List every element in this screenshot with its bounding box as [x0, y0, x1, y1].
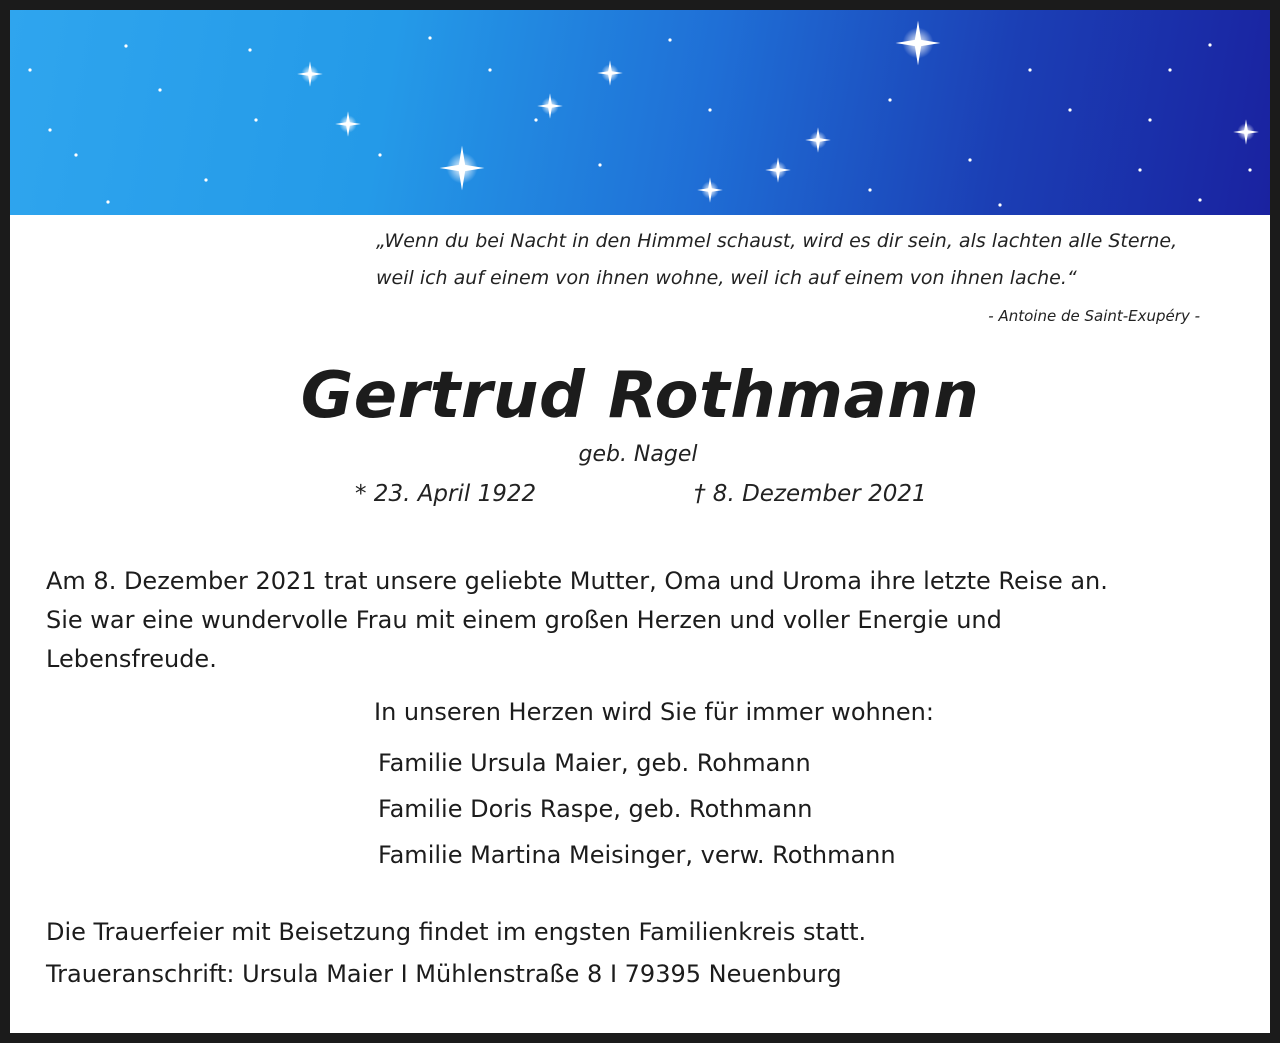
stars-decoration: [10, 10, 1270, 215]
starry-sky-banner: [10, 10, 1270, 215]
maiden-name: geb. Nagel: [578, 442, 698, 467]
birth-date: * 23. April 1922: [355, 481, 537, 507]
mourners-intro: In unseren Herzen wird Sie für immer wohnen:: [374, 698, 934, 726]
deceased-name: Gertrud Rothmann: [300, 359, 980, 433]
memorial-quote: [376, 223, 1256, 297]
mourner-family: Familie Ursula Maier, geb. Rohmann: [378, 749, 811, 777]
message-line-1: Am 8. Dezember 2021 trat unsere geliebte Mutter, Oma und Uroma ihre letzte Reise an.: [46, 567, 1108, 595]
ceremony-note: Die Trauerfeier mit Beisetzung findet im engsten Familienkreis statt.: [46, 918, 867, 946]
death-date: † 8. Dezember 2021: [694, 481, 927, 507]
obituary-message: [46, 562, 1226, 679]
quote-attribution: - Antoine de Saint-Exupéry -: [988, 307, 1200, 325]
mourning-address: Traueranschrift: Ursula Maier I Mühlenstraße 8 I 79395 Neuenburg: [46, 960, 842, 988]
mourner-family: Familie Martina Meisinger, verw. Rothmann: [378, 841, 896, 869]
mourner-family: Familie Doris Raspe, geb. Rothmann: [378, 795, 813, 823]
mourners-list: [378, 740, 896, 878]
obituary-card: [10, 10, 1270, 1033]
quote-line-1: „Wenn du bei Nacht in den Himmel schaust, wird es dir sein, als lachten alle Sterne,: [376, 230, 1178, 252]
quote-line-2: weil ich auf einem von ihnen wohne, weil ich auf einem von ihnen lache.“: [376, 267, 1077, 289]
message-line-3: Lebensfreude.: [46, 645, 217, 673]
message-line-2: Sie war eine wundervolle Frau mit einem großen Herzen und voller Energie und: [46, 606, 1002, 634]
